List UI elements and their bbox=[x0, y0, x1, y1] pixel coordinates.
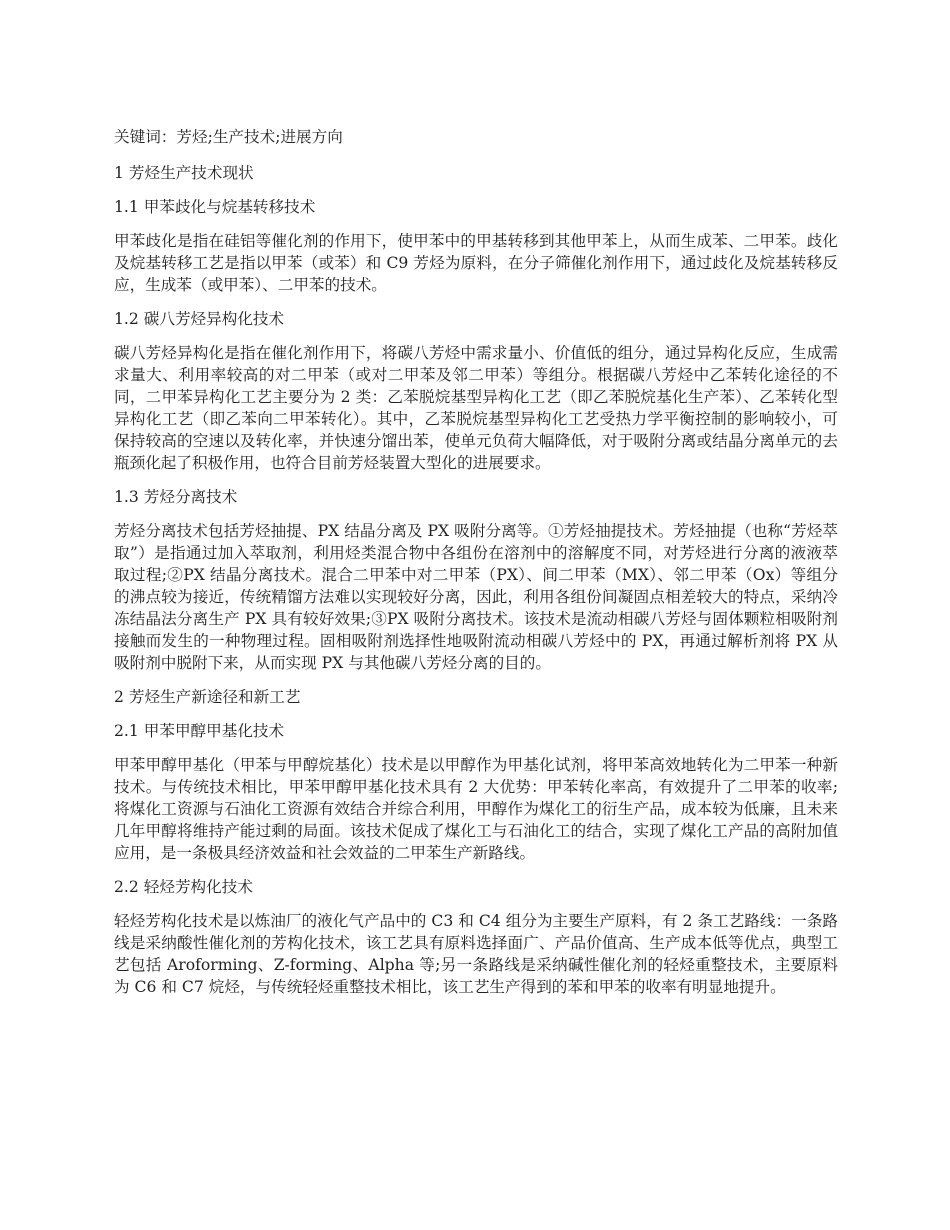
section-2-2-body: 轻烃芳构化技术是以炼油厂的液化气产品中的 C3 和 C4 组分为主要生产原料，有 2 条工艺路线：一条路线是采纳酸性催化剂的芳构化技术，该工艺具有原料选择面广、产品价值高、生产成本低等优点，典型工艺包括 Aroforming、Z-forming、Alpha 等;另一条路线是采纳碱性催化剂的轻烃重整技术，主要原料为 C6 和 C7 烷烃，与传统轻烃重整技术相比，该工艺生产得到的苯和甲苯的收率有明显地提升。 bbox=[114, 912, 838, 996]
section-1-3-title: 1.3 芳烃分离技术 bbox=[114, 488, 238, 506]
section-1-2-title: 1.2 碳八芳烃异构化技术 bbox=[114, 310, 285, 328]
section-1-3-body: 芳烃分离技术包括芳烃抽提、PX 结晶分离及 PX 吸附分离等。①芳烃抽提技术。芳烃抽提（也称“芳烃萃取”）是指通过加入萃取剂，利用烃类混合物中各组份在溶剂中的溶解度不同，对芳烃进行分离的液液萃取过程;②PX 结晶分离技术。混合二甲苯中对二甲苯（PX）、间二甲苯（MX）、邻二甲苯（Ox）等组分的沸点较为接近，传统精馏方法难以实现较好分离，因此，利用各组份间凝固点相差较大的特点，采纳冷冻结晶法分离生产 PX 具有较好效果;③PX 吸附分离技术。该技术是流动相碳八芳烃与固体颗粒相吸附剂接触而发生的一种物理过程。固相吸附剂选择性地吸附流动相碳八芳烃中的 PX，再通过解析剂将 PX 从吸附剂中脱附下来，从而实现 PX 与其他碳八芳烃分离的目的。 bbox=[114, 522, 838, 672]
section-1-1-body: 甲苯歧化是指在硅铝等催化剂的作用下，使甲苯中的甲基转移到其他甲苯上，从而生成苯、二甲苯。歧化及烷基转移工艺是指以甲苯（或苯）和 C9 芳烃为原料，在分子筛催化剂作用下，通过歧化及烷基转移反应，生成苯（或甲苯）、二甲苯的技术。 bbox=[114, 232, 838, 294]
section-2-2-title: 2.2 轻烃芳构化技术 bbox=[114, 878, 253, 896]
section-2-1-title: 2.1 甲苯甲醇甲基化技术 bbox=[114, 722, 285, 740]
section-1-2-body: 碳八芳烃异构化是指在催化剂作用下，将碳八芳烃中需求量小、价值低的组分，通过异构化反应，生成需求量大、利用率较高的对二甲苯（或对二甲苯及邻二甲苯）等组分。根据碳八芳烃中乙苯转化途径的不同，二甲苯异构化工艺主要分为 2 类：乙苯脱烷基型异构化工艺（即乙苯脱烷基化生产苯）、乙苯转化型异构化工艺（即乙苯向二甲苯转化）。其中，乙苯脱烷基型异构化工艺受热力学平衡控制的影响较小，可保持较高的空速以及转化率，并快速分馏出苯，使单元负荷大幅降低，对于吸附分离或结晶分离单元的去瓶颈化起了积极作用，也符合目前芳烃装置大型化的进展要求。 bbox=[114, 344, 838, 472]
section-2-1-body: 甲苯甲醇甲基化（甲苯与甲醇烷基化）技术是以甲醇作为甲基化试剂，将甲苯高效地转化为二甲苯一种新技术。与传统技术相比，甲苯甲醇甲基化技术具有 2 大优势：甲苯转化率高，有效提升了二甲苯的收率;将煤化工资源与石油化工资源有效结合并综合利用，甲醇作为煤化工的衍生产品，成本较为低廉，且未来几年甲醇将维持产能过剩的局面。该技术促成了煤化工与石油化工的结合，实现了煤化工产品的高附加值应用，是一条极具经济效益和社会效益的二甲苯生产新路线。 bbox=[114, 756, 838, 862]
document-page bbox=[114, 126, 838, 1010]
section-1-title: 1 芳烃生产技术现状 bbox=[114, 164, 254, 182]
section-2-title: 2 芳烃生产新途径和新工艺 bbox=[114, 688, 301, 706]
keywords: 关键词：芳烃;生产技术;进展方向 bbox=[114, 128, 343, 146]
section-1-1-title: 1.1 甲苯歧化与烷基转移技术 bbox=[114, 198, 316, 216]
